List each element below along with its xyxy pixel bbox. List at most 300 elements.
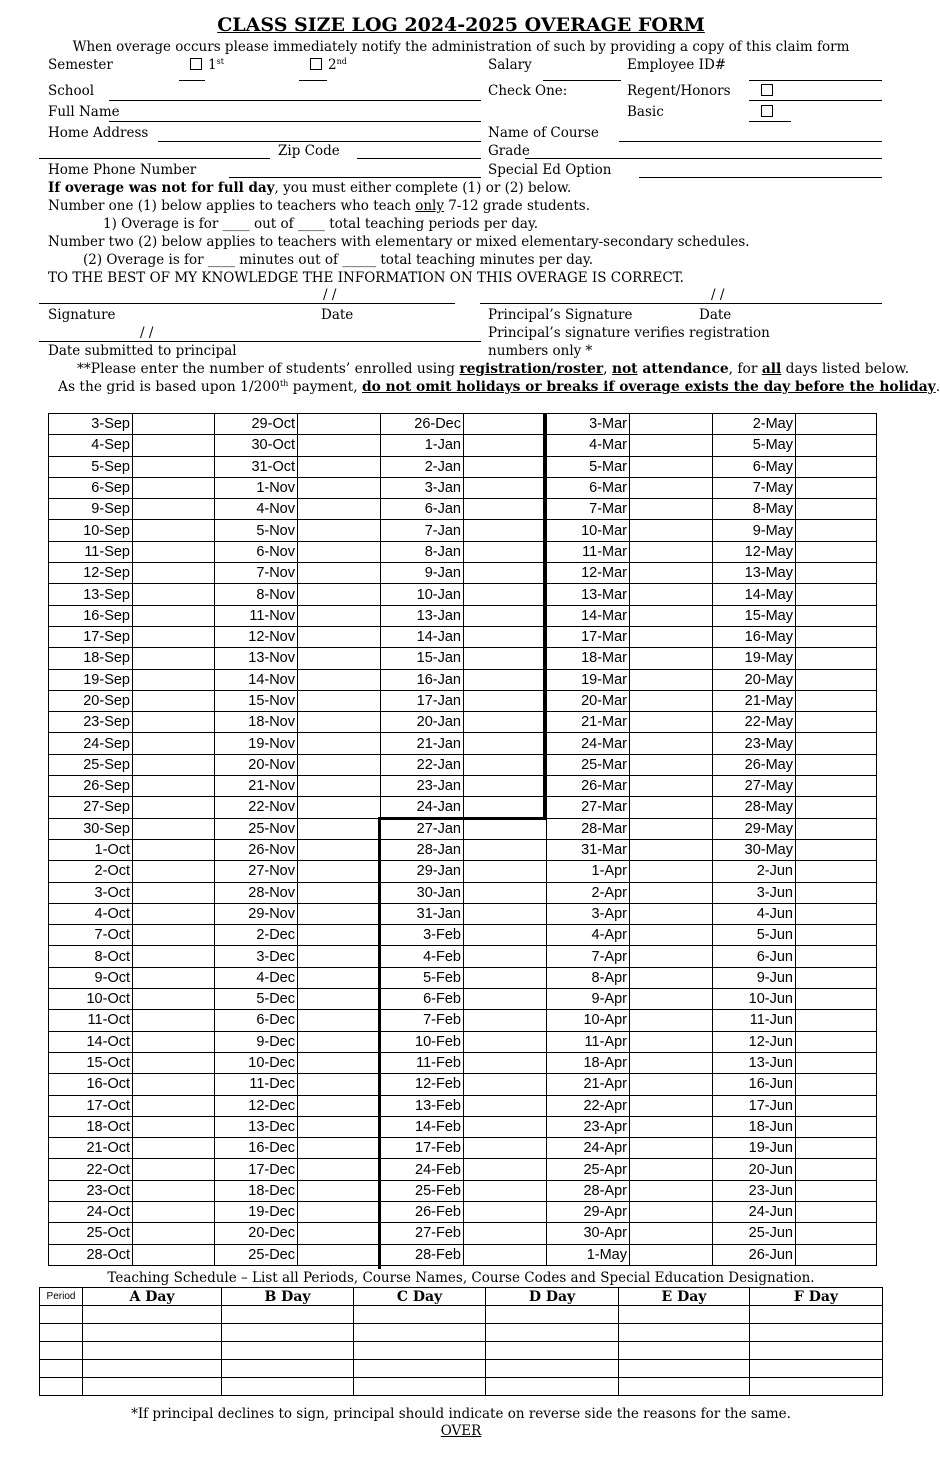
grid-entry-cell[interactable] xyxy=(133,648,215,669)
grid-entry-cell[interactable] xyxy=(298,435,381,456)
grid-entry-cell[interactable] xyxy=(796,1010,877,1031)
grid-entry-cell[interactable] xyxy=(464,754,547,775)
grid-entry-cell[interactable] xyxy=(298,946,381,967)
grid-entry-cell[interactable] xyxy=(630,712,713,733)
grid-date-cell: 12-May xyxy=(713,541,796,562)
grid-row xyxy=(49,776,877,797)
grid-entry-cell[interactable] xyxy=(133,1095,215,1116)
grid-entry-cell[interactable] xyxy=(796,456,877,477)
schedule-cell[interactable] xyxy=(486,1360,619,1378)
schedule-cell[interactable] xyxy=(222,1360,354,1378)
grid-row xyxy=(49,925,877,946)
grid-entry-cell[interactable] xyxy=(796,882,877,903)
grid-entry-cell[interactable] xyxy=(133,712,215,733)
grid-entry-cell[interactable] xyxy=(298,520,381,541)
grid-entry-cell[interactable] xyxy=(796,1095,877,1116)
grid-entry-cell[interactable] xyxy=(298,690,381,711)
grid-entry-cell[interactable] xyxy=(796,563,877,584)
grid-entry-cell[interactable] xyxy=(298,733,381,754)
grid-entry-cell[interactable] xyxy=(630,903,713,924)
grid-entry-cell[interactable] xyxy=(298,925,381,946)
grid-entry-cell[interactable] xyxy=(298,1095,381,1116)
schedule-cell[interactable] xyxy=(619,1342,750,1360)
grid-date-cell: 6-Sep xyxy=(49,477,133,498)
grid-entry-cell[interactable] xyxy=(630,882,713,903)
grid-entry-cell[interactable] xyxy=(464,967,547,988)
schedule-cell[interactable] xyxy=(222,1324,354,1342)
grid-entry-cell[interactable] xyxy=(464,1095,547,1116)
grid-date-cell: 7-Jan xyxy=(381,520,464,541)
grid-row xyxy=(49,1223,877,1244)
schedule-cell[interactable] xyxy=(750,1378,883,1396)
special-ed-line[interactable] xyxy=(639,177,882,178)
regent-line[interactable] xyxy=(749,100,882,101)
course-name-line[interactable] xyxy=(619,141,882,142)
schedule-cell[interactable] xyxy=(750,1306,883,1324)
grid-entry-cell[interactable] xyxy=(630,1159,713,1180)
grid-date-cell: 3-Jan xyxy=(381,477,464,498)
grid-date-cell: 1-May xyxy=(547,1244,630,1265)
grid-entry-cell[interactable] xyxy=(464,435,547,456)
school-line[interactable] xyxy=(109,100,481,101)
address-line-2[interactable] xyxy=(39,158,270,159)
home-address-line[interactable] xyxy=(158,141,481,142)
schedule-cell[interactable] xyxy=(619,1360,750,1378)
grid-entry-cell[interactable] xyxy=(630,626,713,647)
grid-entry-cell[interactable] xyxy=(630,925,713,946)
grid-entry-cell[interactable] xyxy=(796,520,877,541)
employee-id-label: Employee ID# xyxy=(627,57,727,73)
grid-entry-cell[interactable] xyxy=(796,1031,877,1052)
schedule-cell[interactable] xyxy=(222,1342,354,1360)
grid-entry-cell[interactable] xyxy=(464,1031,547,1052)
grid-entry-cell[interactable] xyxy=(464,946,547,967)
grid-entry-cell[interactable] xyxy=(298,861,381,882)
grid-entry-cell[interactable] xyxy=(133,839,215,860)
grid-entry-cell[interactable] xyxy=(133,456,215,477)
grid-entry-cell[interactable] xyxy=(298,477,381,498)
grid-entry-cell[interactable] xyxy=(464,1052,547,1073)
grid-entry-cell[interactable] xyxy=(630,818,713,839)
grid-entry-cell[interactable] xyxy=(630,563,713,584)
grid-entry-cell[interactable] xyxy=(133,690,215,711)
grid-entry-cell[interactable] xyxy=(298,776,381,797)
day-header: C Day xyxy=(354,1288,486,1306)
regent-checkbox[interactable] xyxy=(761,83,779,99)
grid-date-cell: 14-May xyxy=(713,584,796,605)
grid-entry-cell[interactable] xyxy=(298,1116,381,1137)
grid-entry-cell[interactable] xyxy=(796,648,877,669)
schedule-cell[interactable] xyxy=(222,1306,354,1324)
grid-entry-cell[interactable] xyxy=(298,563,381,584)
grid-entry-cell[interactable] xyxy=(630,648,713,669)
grid-entry-cell[interactable] xyxy=(298,1180,381,1201)
submitted-date-line[interactable] xyxy=(39,341,481,342)
schedule-cell[interactable] xyxy=(619,1306,750,1324)
grid-entry-cell[interactable] xyxy=(464,882,547,903)
grid-entry-cell[interactable] xyxy=(133,669,215,690)
grid-entry-cell[interactable] xyxy=(298,605,381,626)
grid-entry-cell[interactable] xyxy=(133,818,215,839)
grid-entry-cell[interactable] xyxy=(133,435,215,456)
grid-entry-cell[interactable] xyxy=(630,1116,713,1137)
grid-entry-cell[interactable] xyxy=(298,989,381,1010)
grid-entry-cell[interactable] xyxy=(464,861,547,882)
grid-entry-cell[interactable] xyxy=(630,669,713,690)
grid-entry-cell[interactable] xyxy=(630,754,713,775)
schedule-cell[interactable] xyxy=(40,1378,83,1396)
employee-id-line[interactable] xyxy=(749,80,882,81)
grid-date-cell: 27-Sep xyxy=(49,797,133,818)
grid-entry-cell[interactable] xyxy=(298,669,381,690)
grid-entry-cell[interactable] xyxy=(630,861,713,882)
grid-entry-cell[interactable] xyxy=(630,1052,713,1073)
home-phone-line[interactable] xyxy=(229,177,481,178)
grid-entry-cell[interactable] xyxy=(630,584,713,605)
grid-date-cell: 25-Nov xyxy=(215,818,298,839)
grid-entry-cell[interactable] xyxy=(298,1074,381,1095)
grid-divider-middle xyxy=(378,817,546,820)
grid-entry-cell[interactable] xyxy=(630,1031,713,1052)
schedule-cell[interactable] xyxy=(354,1378,486,1396)
grid-date-cell: 20-Nov xyxy=(215,754,298,775)
grid-entry-cell[interactable] xyxy=(298,967,381,988)
schedule-cell[interactable] xyxy=(354,1306,486,1324)
grid-entry-cell[interactable] xyxy=(133,1180,215,1201)
grid-entry-cell[interactable] xyxy=(796,861,877,882)
grid-entry-cell[interactable] xyxy=(298,1201,381,1222)
basic-checkbox[interactable] xyxy=(761,104,779,120)
grid-entry-cell[interactable] xyxy=(298,456,381,477)
grid-entry-cell[interactable] xyxy=(298,754,381,775)
grid-entry-cell[interactable] xyxy=(133,797,215,818)
grid-entry-cell[interactable] xyxy=(796,925,877,946)
grid-entry-cell[interactable] xyxy=(133,967,215,988)
schedule-cell[interactable] xyxy=(486,1306,619,1324)
grid-entry-cell[interactable] xyxy=(630,414,713,435)
grid-entry-cell[interactable] xyxy=(796,584,877,605)
schedule-cell[interactable] xyxy=(486,1378,619,1396)
grid-entry-cell[interactable] xyxy=(630,1095,713,1116)
grid-entry-cell[interactable] xyxy=(133,1031,215,1052)
grid-entry-cell[interactable] xyxy=(298,882,381,903)
grid-date-cell: 19-Nov xyxy=(215,733,298,754)
basic-line[interactable] xyxy=(749,121,791,122)
grid-entry-cell[interactable] xyxy=(298,797,381,818)
grid-entry-cell[interactable] xyxy=(464,925,547,946)
grid-entry-cell[interactable] xyxy=(464,1138,547,1159)
grid-entry-cell[interactable] xyxy=(796,690,877,711)
grid-entry-cell[interactable] xyxy=(796,797,877,818)
grade-line[interactable] xyxy=(525,158,882,159)
grid-entry-cell[interactable] xyxy=(796,754,877,775)
grid-entry-cell[interactable] xyxy=(464,1116,547,1137)
grid-entry-cell[interactable] xyxy=(796,818,877,839)
grid-entry-cell[interactable] xyxy=(630,1010,713,1031)
signature-label: Signature xyxy=(48,307,116,323)
grid-entry-cell[interactable] xyxy=(133,882,215,903)
grid-entry-cell[interactable] xyxy=(298,499,381,520)
grid-entry-cell[interactable] xyxy=(630,499,713,520)
grid-entry-cell[interactable] xyxy=(298,1010,381,1031)
grid-entry-cell[interactable] xyxy=(133,1074,215,1095)
grid-entry-cell[interactable] xyxy=(464,1159,547,1180)
grid-entry-cell[interactable] xyxy=(464,690,547,711)
grid-entry-cell[interactable] xyxy=(133,733,215,754)
grid-entry-cell[interactable] xyxy=(796,712,877,733)
grid-entry-cell[interactable] xyxy=(298,818,381,839)
grid-entry-cell[interactable] xyxy=(464,1201,547,1222)
grid-entry-cell[interactable] xyxy=(630,776,713,797)
schedule-cell[interactable] xyxy=(619,1378,750,1396)
grid-entry-cell[interactable] xyxy=(464,1244,547,1265)
grid-entry-cell[interactable] xyxy=(796,1201,877,1222)
grid-entry-cell[interactable] xyxy=(630,456,713,477)
grid-date-cell: 28-Apr xyxy=(547,1180,630,1201)
grid-entry-cell[interactable] xyxy=(464,477,547,498)
grid-entry-cell[interactable] xyxy=(796,1074,877,1095)
grid-entry-cell[interactable] xyxy=(298,712,381,733)
grid-row xyxy=(49,797,877,818)
grid-entry-cell[interactable] xyxy=(630,435,713,456)
instruction-2a: Number one (1) below applies to teachers who teach xyxy=(48,198,416,214)
schedule-cell[interactable] xyxy=(83,1342,222,1360)
grid-entry-cell[interactable] xyxy=(630,520,713,541)
signature-date-label: Date xyxy=(321,307,354,323)
grid-entry-cell[interactable] xyxy=(133,584,215,605)
grid-entry-cell[interactable] xyxy=(630,605,713,626)
grid-entry-cell[interactable] xyxy=(796,541,877,562)
schedule-cell[interactable] xyxy=(486,1324,619,1342)
schedule-cell[interactable] xyxy=(83,1306,222,1324)
grid-entry-cell[interactable] xyxy=(464,669,547,690)
grid-entry-cell[interactable] xyxy=(133,1138,215,1159)
grid-entry-cell[interactable] xyxy=(298,541,381,562)
schedule-cell[interactable] xyxy=(354,1360,486,1378)
semester-second-option[interactable] xyxy=(310,57,347,73)
grid-entry-cell[interactable] xyxy=(796,1116,877,1137)
grid-row xyxy=(49,1031,877,1052)
grid-entry-cell[interactable] xyxy=(796,1138,877,1159)
grid-entry-cell[interactable] xyxy=(133,1223,215,1244)
grid-entry-cell[interactable] xyxy=(464,520,547,541)
grid-entry-cell[interactable] xyxy=(298,1031,381,1052)
grid-entry-cell[interactable] xyxy=(796,946,877,967)
grid-entry-cell[interactable] xyxy=(796,605,877,626)
grid-entry-cell[interactable] xyxy=(630,1074,713,1095)
schedule-cell[interactable] xyxy=(486,1342,619,1360)
signature-line[interactable] xyxy=(39,303,455,304)
grid-entry-cell[interactable] xyxy=(796,967,877,988)
grid-entry-cell[interactable] xyxy=(298,839,381,860)
grid-date-cell: 12-Feb xyxy=(381,1074,464,1095)
grid-date-cell: 12-Dec xyxy=(215,1095,298,1116)
grid-entry-cell[interactable] xyxy=(796,1052,877,1073)
principal-signature-line[interactable] xyxy=(480,303,882,304)
grid-entry-cell[interactable] xyxy=(133,1116,215,1137)
grid-entry-cell[interactable] xyxy=(464,414,547,435)
grid-entry-cell[interactable] xyxy=(298,414,381,435)
signature-date-slashes: / / xyxy=(323,287,337,303)
grid-entry-cell[interactable] xyxy=(464,839,547,860)
grid-entry-cell[interactable] xyxy=(630,989,713,1010)
grid-entry-cell[interactable] xyxy=(796,1244,877,1265)
grid-entry-cell[interactable] xyxy=(464,1074,547,1095)
grid-entry-cell[interactable] xyxy=(298,1223,381,1244)
grid-entry-cell[interactable] xyxy=(630,1244,713,1265)
schedule-cell[interactable] xyxy=(750,1342,883,1360)
grid-entry-cell[interactable] xyxy=(796,903,877,924)
semester-1st-line[interactable] xyxy=(179,80,205,81)
day-header: D Day xyxy=(486,1288,619,1306)
grid-entry-cell[interactable] xyxy=(796,839,877,860)
grid-date-cell: 4-Apr xyxy=(547,925,630,946)
grid-entry-cell[interactable] xyxy=(630,1180,713,1201)
grid-date-cell: 11-Mar xyxy=(547,541,630,562)
grid-entry-cell[interactable] xyxy=(796,733,877,754)
grid-entry-cell[interactable] xyxy=(133,414,215,435)
grid-entry-cell[interactable] xyxy=(298,1159,381,1180)
grid-entry-cell[interactable] xyxy=(133,563,215,584)
grid-entry-cell[interactable] xyxy=(133,499,215,520)
grid-entry-cell[interactable] xyxy=(796,499,877,520)
zip-code-line[interactable] xyxy=(357,158,481,159)
grid-entry-cell[interactable] xyxy=(630,1138,713,1159)
grid-entry-cell[interactable] xyxy=(133,861,215,882)
grid-entry-cell[interactable] xyxy=(796,414,877,435)
schedule-cell[interactable] xyxy=(83,1324,222,1342)
grid-entry-cell[interactable] xyxy=(133,925,215,946)
schedule-cell[interactable] xyxy=(83,1378,222,1396)
grid-entry-cell[interactable] xyxy=(464,818,547,839)
checkbox-1st[interactable] xyxy=(190,58,202,70)
grid-date-cell: 26-Mar xyxy=(547,776,630,797)
grid-entry-cell[interactable] xyxy=(133,1159,215,1180)
grid-entry-cell[interactable] xyxy=(133,477,215,498)
grid-entry-cell[interactable] xyxy=(464,903,547,924)
schedule-cell[interactable] xyxy=(354,1342,486,1360)
grid-entry-cell[interactable] xyxy=(298,648,381,669)
schedule-cell[interactable] xyxy=(40,1306,83,1324)
grid-entry-cell[interactable] xyxy=(630,1223,713,1244)
grid-entry-cell[interactable] xyxy=(464,563,547,584)
grid-entry-cell[interactable] xyxy=(464,1010,547,1031)
principal-verify-line-1: Principal’s signature verifies registration xyxy=(488,325,770,341)
semester-2nd-line[interactable] xyxy=(299,80,327,81)
grid-entry-cell[interactable] xyxy=(796,626,877,647)
grid-date-cell: 17-Sep xyxy=(49,626,133,647)
grid-entry-cell[interactable] xyxy=(133,754,215,775)
grid-date-cell: 13-Mar xyxy=(547,584,630,605)
grid-entry-cell[interactable] xyxy=(133,626,215,647)
grid-entry-cell[interactable] xyxy=(796,776,877,797)
full-name-line[interactable] xyxy=(109,121,481,122)
grid-entry-cell[interactable] xyxy=(133,1201,215,1222)
grid-entry-cell[interactable] xyxy=(464,456,547,477)
schedule-cell[interactable] xyxy=(40,1360,83,1378)
grid-entry-cell[interactable] xyxy=(464,605,547,626)
grid-entry-cell[interactable] xyxy=(133,605,215,626)
grid-entry-cell[interactable] xyxy=(796,989,877,1010)
salary-line[interactable] xyxy=(543,80,621,81)
grid-entry-cell[interactable] xyxy=(298,1052,381,1073)
grid-entry-cell[interactable] xyxy=(796,1223,877,1244)
grid-entry-cell[interactable] xyxy=(464,1223,547,1244)
grid-date-cell: 4-Mar xyxy=(547,435,630,456)
grid-entry-cell[interactable] xyxy=(630,690,713,711)
grid-entry-cell[interactable] xyxy=(133,776,215,797)
schedule-cell[interactable] xyxy=(40,1324,83,1342)
schedule-row xyxy=(40,1324,883,1342)
schedule-cell[interactable] xyxy=(83,1360,222,1378)
grid-entry-cell[interactable] xyxy=(298,903,381,924)
grid-entry-cell[interactable] xyxy=(630,733,713,754)
schedule-cell[interactable] xyxy=(750,1360,883,1378)
grid-entry-cell[interactable] xyxy=(133,946,215,967)
grid-entry-cell[interactable] xyxy=(298,1244,381,1265)
grid-entry-cell[interactable] xyxy=(133,1010,215,1031)
grid-entry-cell[interactable] xyxy=(133,1244,215,1265)
grid-entry-cell[interactable] xyxy=(796,435,877,456)
grid-entry-cell[interactable] xyxy=(630,541,713,562)
grid-entry-cell[interactable] xyxy=(464,797,547,818)
grid-entry-cell[interactable] xyxy=(133,541,215,562)
grid-entry-cell[interactable] xyxy=(464,1180,547,1201)
grid-entry-cell[interactable] xyxy=(464,499,547,520)
schedule-cell[interactable] xyxy=(222,1378,354,1396)
grid-entry-cell[interactable] xyxy=(133,989,215,1010)
grid-entry-cell[interactable] xyxy=(796,669,877,690)
grid-entry-cell[interactable] xyxy=(464,989,547,1010)
schedule-cell[interactable] xyxy=(750,1324,883,1342)
grid-entry-cell[interactable] xyxy=(298,1138,381,1159)
grid-entry-cell[interactable] xyxy=(796,1159,877,1180)
grid-entry-cell[interactable] xyxy=(464,541,547,562)
grid-entry-cell[interactable] xyxy=(630,946,713,967)
semester-first-option[interactable] xyxy=(190,57,224,73)
grid-entry-cell[interactable] xyxy=(630,1201,713,1222)
grid-entry-cell[interactable] xyxy=(796,1180,877,1201)
grid-entry-cell[interactable] xyxy=(630,797,713,818)
grid-entry-cell[interactable] xyxy=(133,520,215,541)
grid-date-cell: 15-Jan xyxy=(381,648,464,669)
grid-date-cell: 14-Jan xyxy=(381,626,464,647)
schedule-cell[interactable] xyxy=(354,1324,486,1342)
grid-entry-cell[interactable] xyxy=(133,903,215,924)
grid-entry-cell[interactable] xyxy=(796,477,877,498)
grid-date-cell: 29-Jan xyxy=(381,861,464,882)
schedule-cell[interactable] xyxy=(40,1342,83,1360)
grid-entry-cell[interactable] xyxy=(464,648,547,669)
grid-entry-cell[interactable] xyxy=(298,584,381,605)
grid-entry-cell[interactable] xyxy=(630,477,713,498)
grid-date-cell: 20-Mar xyxy=(547,690,630,711)
grid-entry-cell[interactable] xyxy=(464,626,547,647)
grid-entry-cell[interactable] xyxy=(464,776,547,797)
note2-holidays: do not omit holidays or breaks if overage exists the day before the holiday xyxy=(362,379,936,395)
grid-entry-cell[interactable] xyxy=(464,712,547,733)
grid-entry-cell[interactable] xyxy=(133,1052,215,1073)
grid-entry-cell[interactable] xyxy=(298,626,381,647)
schedule-cell[interactable] xyxy=(619,1324,750,1342)
note1-b: , xyxy=(603,361,612,377)
grid-entry-cell[interactable] xyxy=(464,584,547,605)
schedule-row xyxy=(40,1378,883,1396)
grid-entry-cell[interactable] xyxy=(464,733,547,754)
grid-entry-cell[interactable] xyxy=(630,967,713,988)
grid-entry-cell[interactable] xyxy=(630,839,713,860)
checkbox-2nd[interactable] xyxy=(310,58,322,70)
